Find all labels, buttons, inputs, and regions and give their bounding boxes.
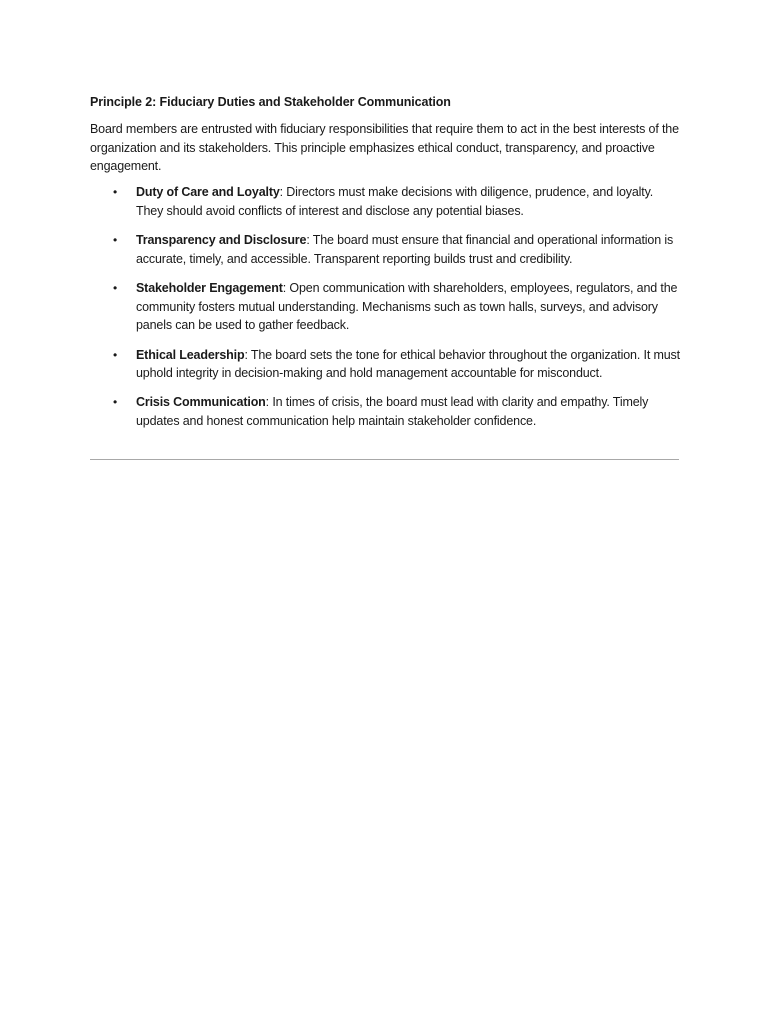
bullet-icon: • <box>113 280 118 295</box>
bullet-text: : The board must ensure that financial and operational information is accurate, timely, and accessible. Transparent reporting builds trust and credibility. <box>136 233 674 266</box>
bullet-icon: • <box>113 347 118 362</box>
bullet-term: Duty of Care and Loyalty <box>136 185 280 200</box>
list-item-stakeholder-engagement <box>90 279 680 335</box>
list-item-crisis-communication <box>90 393 680 430</box>
document-page <box>90 92 680 441</box>
bullet-icon: • <box>113 233 118 248</box>
intro-paragraph: Board members are entrusted with fiduciary responsibilities that require them to act in the best interests of the organization and its stakeholders. This principle emphasizes ethical conduct, transparency, and proactive engagement. <box>90 122 679 174</box>
bullet-text: : In times of crisis, the board must lead with clarity and empathy. Timely updates and honest communication help maintain stakeholder confidence. <box>136 395 649 429</box>
bullet-term: Stakeholder Engagement <box>136 280 283 295</box>
bullet-text: : Open communication with shareholders, employees, regulators, and the community fosters mutual understanding. Mechanisms such as town halls, surveys, and advisory panels can be used to gather feedback. <box>136 280 678 333</box>
list-item-transparency <box>90 231 680 268</box>
principle-bullet-list <box>90 183 680 431</box>
list-item-ethical-leadership <box>90 346 680 383</box>
bullet-term: Transparency and Disclosure <box>136 233 307 248</box>
bullet-icon: • <box>113 395 118 410</box>
list-item-duty-of-care <box>90 183 680 220</box>
bullet-term: Ethical Leadership <box>136 347 245 362</box>
bullet-text: : The board sets the tone for ethical behavior throughout the organization. It must uphold integrity in decision-making and hold management accountable for misconduct. <box>136 347 680 381</box>
bullet-text: : Directors must make decisions with diligence, prudence, and loyalty. They should avoid conflicts of interest and disclose any potential biases. <box>136 185 654 218</box>
bullet-term: Crisis Communication <box>136 395 266 410</box>
section-heading: Principle 2: Fiduciary Duties and Stakeholder Communication <box>90 95 451 109</box>
horizontal-divider <box>90 459 679 460</box>
bullet-icon: • <box>113 185 118 200</box>
